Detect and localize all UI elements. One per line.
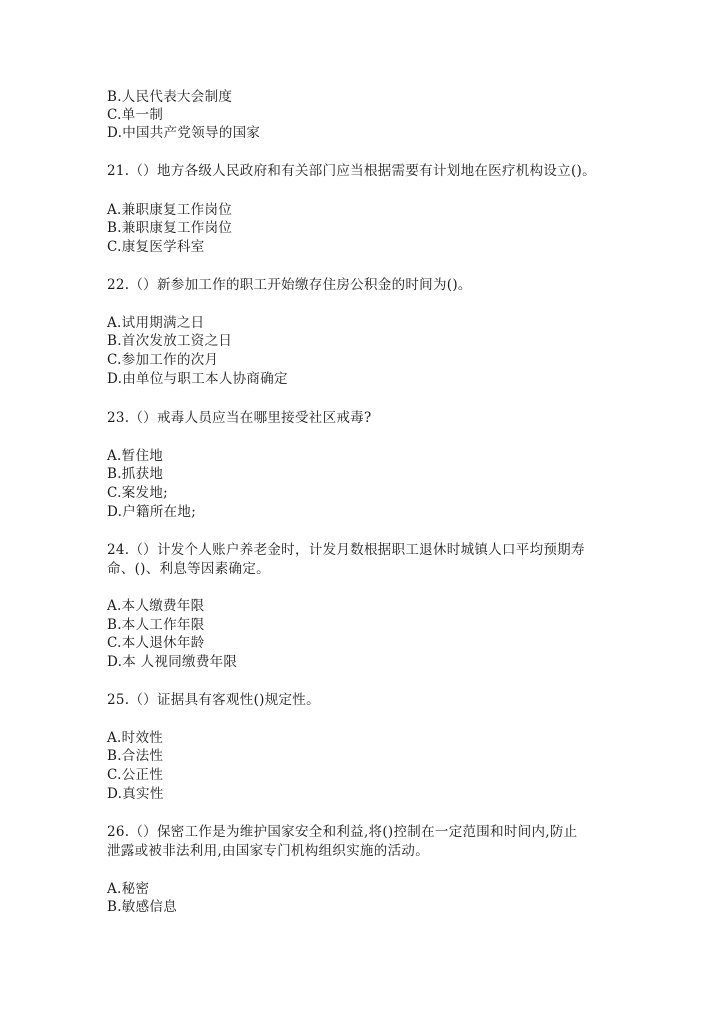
q25-option-a: A.时效性 bbox=[107, 730, 164, 746]
q26-option-a: A.秘密 bbox=[107, 881, 150, 897]
q25-option-c: C.公正性 bbox=[107, 767, 164, 783]
q22-option-c: C.参加工作的次月 bbox=[107, 352, 219, 368]
q22-option-a: A.试用期满之日 bbox=[107, 315, 205, 331]
question-26-cont: 泄露或被非法利用,由国家专门机构组织实施的活动。 bbox=[107, 843, 429, 859]
option-c-prev: C.单一制 bbox=[107, 107, 164, 123]
question-24-cont: 命、()、利息等因素确定。 bbox=[107, 561, 270, 577]
q24-option-c: C.本人退休年龄 bbox=[107, 635, 205, 651]
q24-option-b: B.本人工作年限 bbox=[107, 617, 205, 633]
q21-option-c: C.康复医学科室 bbox=[107, 239, 205, 255]
q26-option-b: B.敏感信息 bbox=[107, 899, 178, 915]
question-23: 23.（）戒毒人员应当在哪里接受社区戒毒? bbox=[107, 410, 372, 426]
question-26: 26.（）保密工作是为维护国家安全和利益,将()控制在一定范围和时间内,防止 bbox=[107, 824, 578, 840]
question-25: 25.（）证据具有客观性()规定性。 bbox=[107, 692, 320, 708]
q22-option-d: D.由单位与职工本人协商确定 bbox=[107, 371, 288, 387]
q24-option-a: A.本人缴费年限 bbox=[107, 598, 205, 614]
question-21: 21.（）地方各级人民政府和有关部门应当根据需要有计划地在医疗机构设立()。 bbox=[107, 163, 596, 179]
option-d-prev: D.中国共产党领导的国家 bbox=[107, 125, 261, 141]
q21-option-b: B.兼职康复工作岗位 bbox=[107, 220, 233, 236]
option-b-prev: B.人民代表大会制度 bbox=[107, 89, 233, 105]
q24-option-d: D.本 人视同缴费年限 bbox=[107, 654, 238, 670]
q23-option-d: D.户籍所在地; bbox=[107, 504, 197, 520]
q23-option-a: A.暂住地 bbox=[107, 448, 164, 464]
question-24: 24.（）计发个人账户养老金时，计发月数根据职工退休时城镇人口平均预期寿 bbox=[107, 542, 585, 558]
q25-option-d: D.真实性 bbox=[107, 786, 164, 802]
q23-option-b: B.抓获地 bbox=[107, 466, 164, 482]
q21-option-a: A.兼职康复工作岗位 bbox=[107, 202, 233, 218]
q25-option-b: B.合法性 bbox=[107, 748, 164, 764]
q23-option-c: C.案发地; bbox=[107, 485, 168, 501]
question-22: 22.（）新参加工作的职工开始缴存住房公积金的时间为()。 bbox=[107, 277, 472, 293]
q22-option-b: B.首次发放工资之日 bbox=[107, 333, 233, 349]
